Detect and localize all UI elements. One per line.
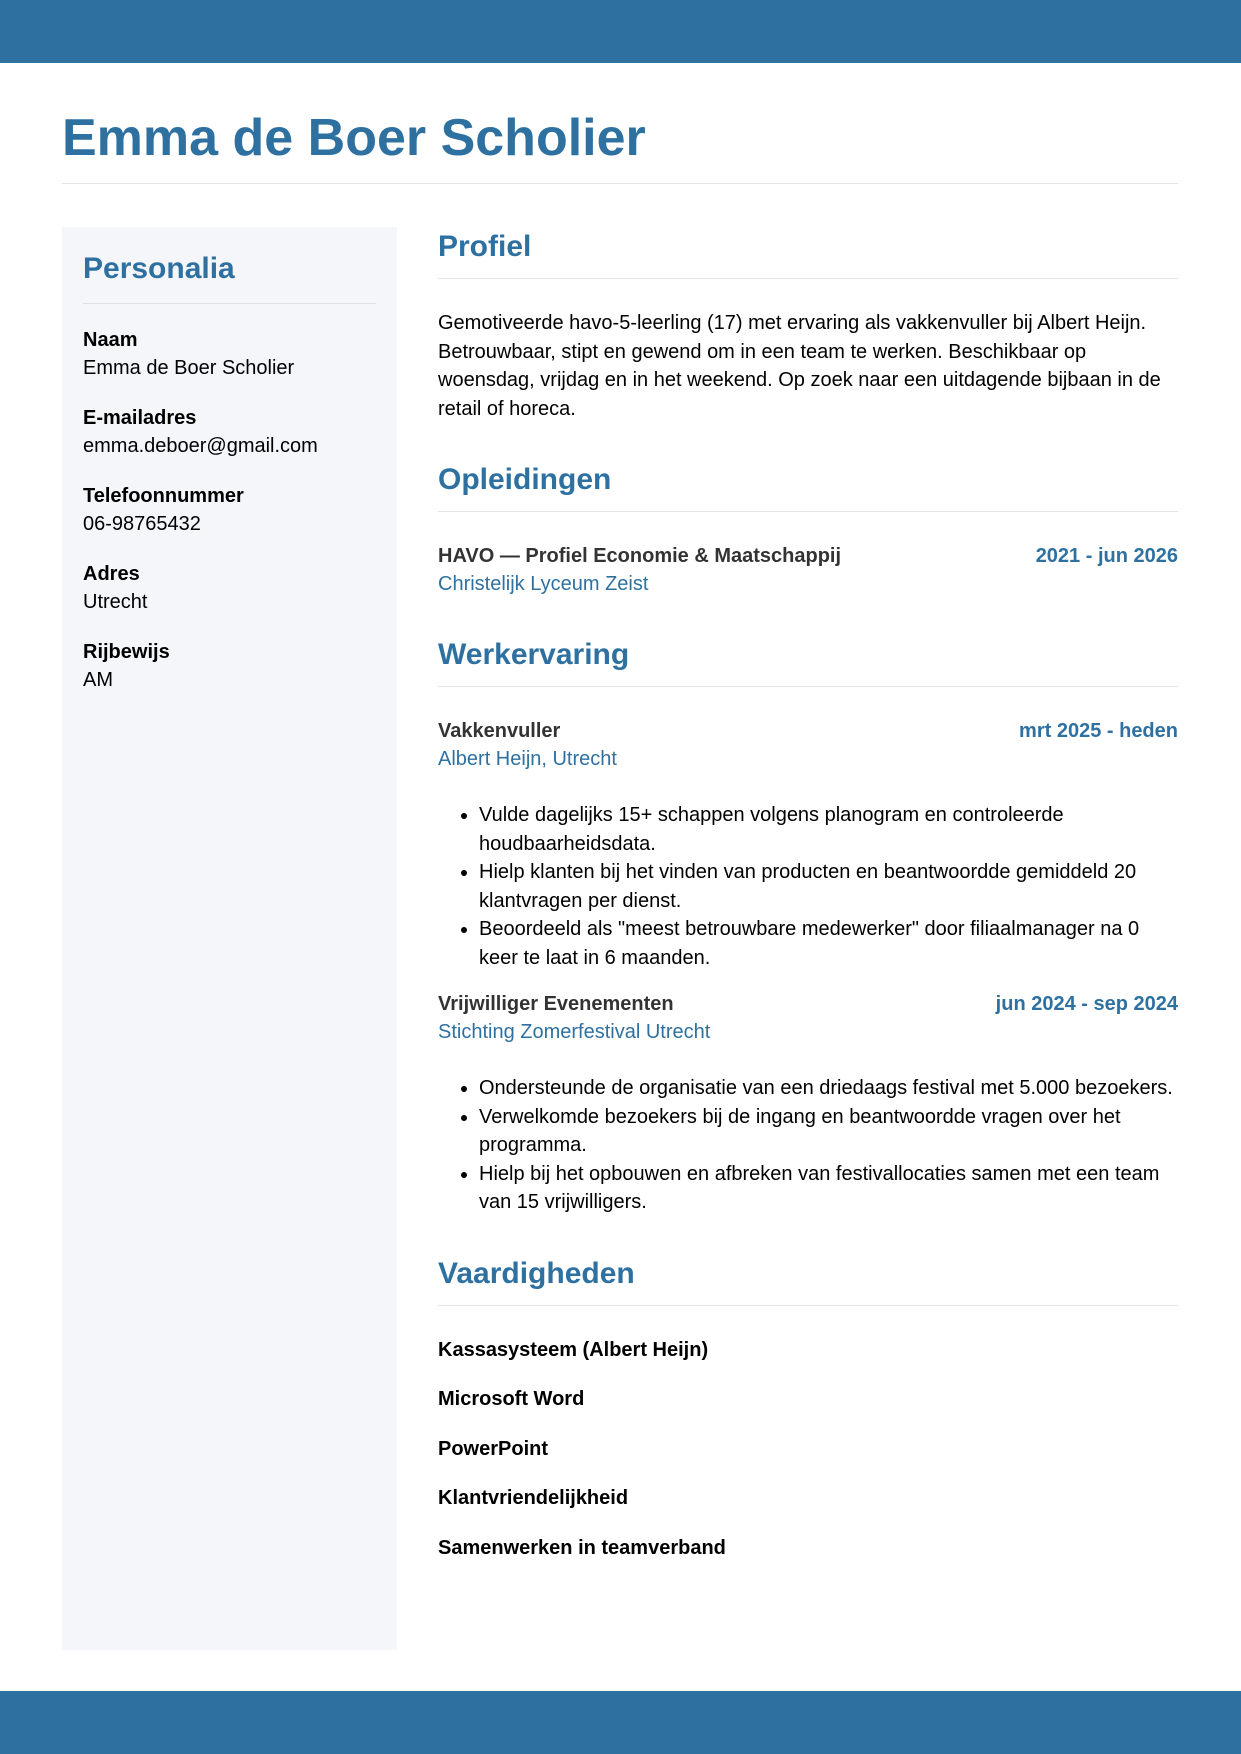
field-value: Utrecht — [83, 591, 148, 613]
section-title-skills: Vaardigheden — [438, 1247, 1178, 1306]
experience-entry — [438, 990, 1178, 1217]
entry-header — [438, 990, 1178, 1018]
field-value: Emma de Boer Scholier — [83, 357, 295, 379]
entry-organization: Albert Heijn, Utrecht — [438, 748, 617, 770]
section-title-education: Opleidingen — [438, 453, 1178, 512]
education-entry — [438, 542, 1178, 598]
list-item: • Ondersteunde de organisatie van een driedaags festival met 5.000 bezoekers. — [479, 1074, 1178, 1103]
candidate-name: Emma de Boer Scholier — [62, 109, 646, 167]
entry-bullets — [438, 801, 1178, 972]
personal-info-sidebar — [62, 227, 397, 1650]
entry-bullets — [438, 1074, 1178, 1217]
field-label: Telefoonnummer — [83, 485, 244, 507]
skill-item: Kassasysteem (Albert Heijn) — [438, 1338, 709, 1361]
profile-text: Gemotiveerde havo-5-leerling (17) met ervaring als vakkenvuller bij Albert Heijn. Betrouwbaar, stipt en gewend om in een team te werken. Beschikbaar op woensdag, vrijdag en in het weekend. Op zoek naar een uitdagende bijbaan in de retail of horeca. — [438, 312, 1161, 420]
field-email — [83, 404, 376, 460]
bottom-banner — [0, 1691, 1241, 1754]
entry-title: Vakkenvuller — [438, 720, 561, 742]
skill-item: Microsoft Word — [438, 1388, 585, 1410]
field-phone — [83, 482, 376, 538]
field-label: Naam — [83, 329, 138, 351]
skills-list — [438, 1336, 1178, 1562]
field-value: 06-98765432 — [83, 513, 201, 535]
sidebar-title: Personalia — [83, 247, 376, 304]
profile-section — [438, 220, 1178, 423]
entry-title: Vrijwilliger Evenementen — [438, 993, 674, 1015]
main-content — [438, 220, 1178, 1583]
experience-entry — [438, 717, 1178, 972]
experience-section — [438, 628, 1178, 1217]
top-banner — [0, 0, 1241, 63]
field-license — [83, 638, 376, 694]
field-naam — [83, 326, 376, 382]
entry-date: jun 2024 - sep 2024 — [995, 993, 1178, 1015]
entry-organization: Stichting Zomerfestival Utrecht — [438, 1021, 711, 1043]
entry-header — [438, 717, 1178, 745]
field-value: AM — [83, 669, 113, 691]
entry-organization: Christelijk Lyceum Zeist — [438, 573, 649, 595]
list-item: • Beoordeeld als "meest betrouwbare medewerker" door filiaalmanager na 0 keer te laat in 6 maanden. — [479, 915, 1178, 972]
list-item: • Hielp klanten bij het vinden van producten en beantwoordde gemiddeld 20 klantvragen per dienst. — [479, 858, 1178, 915]
list-item: • Vulde dagelijks 15+ schappen volgens planogram en controleerde houdbaarheidsdata. — [479, 801, 1178, 858]
entry-header — [438, 542, 1178, 570]
section-title-profile: Profiel — [438, 220, 1178, 279]
field-label: E-mailadres — [83, 407, 197, 429]
entry-title: HAVO — Profiel Economie & Maatschappij — [438, 545, 842, 567]
education-section — [438, 453, 1178, 598]
skills-section — [438, 1247, 1178, 1562]
field-address — [83, 560, 376, 616]
entry-date: 2021 - jun 2026 — [1035, 545, 1178, 567]
field-label: Rijbewijs — [83, 641, 170, 663]
skill-item: Klantvriendelijkheid — [438, 1487, 629, 1509]
skill-item: Samenwerken in teamverband — [438, 1536, 726, 1559]
section-title-experience: Werkervaring — [438, 628, 1178, 687]
field-label: Adres — [83, 563, 140, 585]
skill-item: PowerPoint — [438, 1437, 549, 1460]
header-divider — [62, 183, 1178, 184]
list-item: • Hielp bij het opbouwen en afbreken van festivallocaties samen met een team van 15 vrijwilligers. — [479, 1160, 1178, 1217]
field-value: emma.deboer@gmail.com — [83, 435, 318, 457]
entry-date: mrt 2025 - heden — [1019, 720, 1178, 742]
list-item: • Verwelkomde bezoekers bij de ingang en beantwoordde vragen over het programma. — [479, 1103, 1178, 1160]
